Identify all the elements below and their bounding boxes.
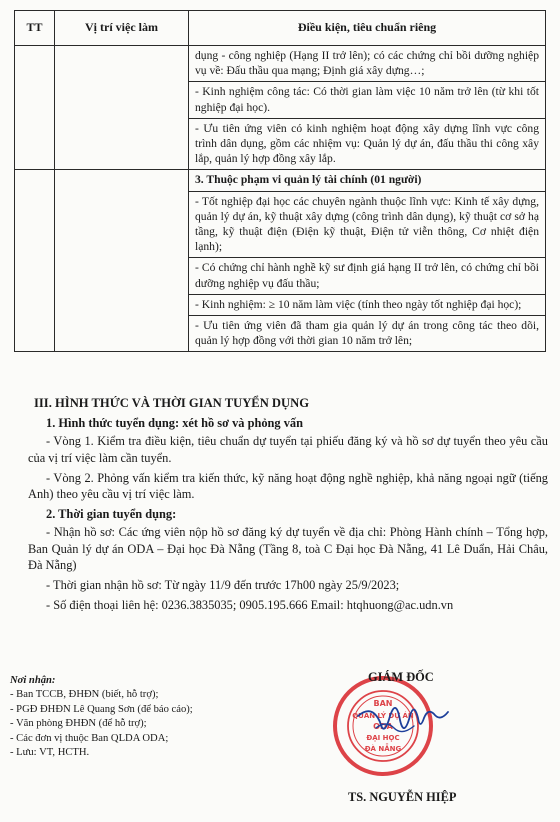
list-item: - Các đơn vị thuộc Ban QLDA ODA; [10, 732, 169, 744]
recipients-list [10, 688, 270, 760]
condition-item: - Ưu tiên ứng viên có kinh nghiệm hoạt động xây dựng lĩnh vực công trình dân dụng, gồm các nhiệm vụ: Quản lý dự án, đấu thầu thi công xây lắp, quản lý hợp đồng xây lắp. [195, 121, 539, 166]
subsection-time: 2. Thời gian tuyển dụng: [46, 507, 177, 522]
list-item: - Văn phòng ĐHĐN (để hỗ trợ); [10, 718, 147, 730]
header-tt: TT [15, 11, 55, 46]
section-title: III. HÌNH THỨC VÀ THỜI GIAN TUYỂN DỤNG [34, 396, 310, 410]
paragraph-round1: - Vòng 1. Kiểm tra điều kiện, tiêu chuẩn dự tuyển tại phiếu đăng ký và hồ sơ dự tuyển theo yêu cầu của vị trí việc làm cần tuyển. [28, 434, 548, 465]
condition-heading: 3. Thuộc phạm vi quản lý tài chính (01 người) [189, 170, 545, 191]
cell-position [55, 170, 189, 352]
section-recruitment [28, 395, 548, 617]
seal-lettering: QUẢN LÝ DỰ ÁN [352, 712, 414, 720]
recipients-block [10, 674, 270, 760]
header-conditions: Điều kiện, tiêu chuẩn riêng [189, 11, 546, 46]
table-row [15, 46, 546, 170]
requirements-table [14, 10, 546, 352]
header-position: Vị trí việc làm [55, 11, 189, 46]
signature-title: GIÁM ĐỐC [368, 670, 434, 684]
list-item: - Lưu: VT, HCTH. [10, 747, 90, 759]
condition-item: - Kinh nghiệm: ≥ 10 năm làm việc (tính theo ngày tốt nghiệp đại học); [189, 295, 545, 316]
cell-conditions [189, 46, 546, 170]
official-seal-icon [318, 668, 468, 788]
seal-lettering: ĐÀ NẴNG [364, 745, 402, 753]
paragraph-time: - Thời gian nhận hồ sơ: Từ ngày 11/9 đến trước 17h00 ngày 25/9/2023; [46, 578, 400, 593]
condition-item: - Tốt nghiệp đại học các chuyên ngành thuộc lĩnh vực: Kinh tế xây dựng, quản lý dự án, kỹ thuật xây dựng (công trình dân dụng), kỹ thuật cơ sở hạ tầng, kỹ thuật điện (Điện kỹ thuật, Điện tử viễn thông, Cơ nhiệt điện lạnh); [189, 192, 545, 259]
paragraph-receive: - Nhận hồ sơ: Các ứng viên nộp hồ sơ đăng ký dự tuyển về địa chỉ: Phòng Hành chính – Tổng hợp, Ban Quản lý dự án ODA – Đại học Đà Nẵng (Tầng 8, toà C Đại học Đà Nẵng, 41 Lê Duẩn, Hải Châu, Đà Nẵng) [28, 525, 548, 572]
condition-item: - Ưu tiên ứng viên đã tham gia quản lý dự án trong công tác theo dõi, quản lý hợp đồng với thời gian 10 năm trở lên; [195, 319, 539, 348]
cell-conditions [189, 170, 546, 352]
subsection-form: 1. Hình thức tuyển dụng: xét hồ sơ và phỏng vấn [46, 416, 304, 431]
recipients-label: Nơi nhận: [10, 675, 56, 686]
condition-item: dụng - công nghiệp (Hạng II trở lên); có các chứng chỉ bồi dưỡng nghiệp vụ về: Đấu thầu qua mạng; Định giá xây dựng…; [189, 46, 545, 82]
seal-lettering: ĐẠI HỌC [366, 734, 400, 742]
table-row [15, 170, 546, 352]
paragraph-contact: - Số điện thoại liên hệ: 0236.3835035; 0905.195.666 Email: htqhuong@ac.udn.vn [46, 598, 454, 613]
list-item: - PGĐ ĐHĐN Lê Quang Sơn (để báo cáo); [10, 703, 193, 715]
cell-tt [15, 46, 55, 170]
signatory-name: TS. NGUYỄN HIỆP [348, 790, 457, 804]
table-header-row [15, 11, 546, 46]
list-item: - Ban TCCB, ĐHĐN (biết, hỗ trợ); [10, 689, 159, 701]
cell-tt [15, 170, 55, 352]
seal-lettering: ODA [373, 722, 393, 731]
seal-lettering: BAN [373, 699, 393, 708]
cell-position [55, 46, 189, 170]
paragraph-round2: - Vòng 2. Phỏng vấn kiểm tra kiến thức, kỹ năng hoạt động nghề nghiệp, khả năng ngoại ngữ (tiếng Anh) theo yêu cầu vị trí việc làm. [28, 470, 548, 502]
condition-item: - Kinh nghiệm công tác: Có thời gian làm việc 10 năm trở lên (từ khi tốt nghiệp đại học). [189, 82, 545, 118]
condition-item: - Có chứng chỉ hành nghề kỹ sư định giá hạng II trở lên, có chứng chỉ bồi dưỡng nghiệp vụ đấu thầu; [189, 258, 545, 294]
